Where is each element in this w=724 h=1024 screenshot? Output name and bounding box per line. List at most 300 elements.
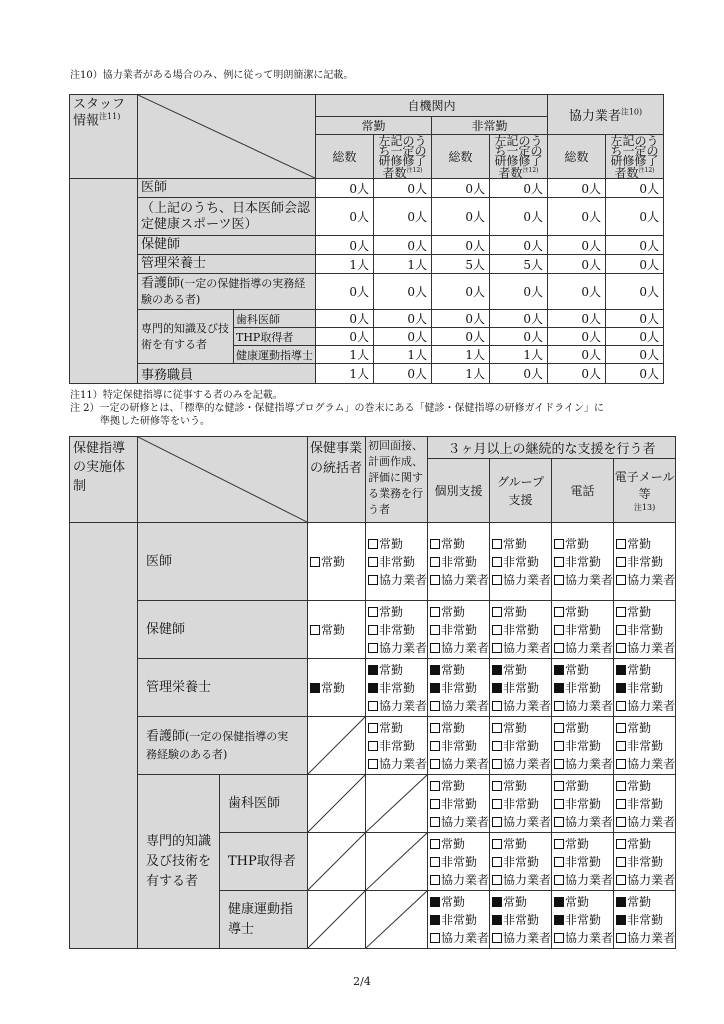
checkbox-option[interactable] <box>430 737 489 755</box>
checkbox-option[interactable] <box>492 871 551 889</box>
staff-count: 0人 <box>548 274 606 310</box>
staff-count: 0人 <box>490 179 548 198</box>
staff-count: 0人 <box>606 274 664 310</box>
checkbox-option[interactable] <box>492 929 551 947</box>
staff-count: 0人 <box>548 310 606 328</box>
checkbox-option[interactable] <box>554 603 613 621</box>
checkbox-option[interactable] <box>430 893 489 911</box>
checkbox-option[interactable] <box>492 679 551 697</box>
checkbox-icon[interactable] <box>368 741 378 751</box>
checkbox-label: 協力業者 <box>565 698 614 713</box>
role-name: 管理栄養士 <box>146 679 212 695</box>
checkbox-group <box>552 523 614 601</box>
checkbox-option[interactable] <box>554 571 613 589</box>
checkbox-icon[interactable] <box>368 643 378 653</box>
checkbox-icon[interactable] <box>492 607 502 617</box>
checkbox-option[interactable] <box>616 571 675 589</box>
checkbox-label: 常勤 <box>441 778 466 793</box>
note-11: 注11）特定保健指導に従事する者のみを記載。 <box>70 390 283 401</box>
email-label: 電子メール等 <box>614 469 675 501</box>
checkbox-option[interactable] <box>430 697 489 715</box>
checkbox-label: 非常勤 <box>441 738 478 753</box>
checkbox-group <box>366 523 428 601</box>
staff-row <box>70 198 664 236</box>
checkbox-icon[interactable] <box>430 817 440 827</box>
checkbox-group <box>366 717 428 775</box>
note-ref: 注12) <box>638 166 655 174</box>
checkbox-label: 協力業者 <box>627 698 676 713</box>
checkbox-icon[interactable] <box>554 759 564 769</box>
checkbox-option[interactable] <box>616 535 675 553</box>
checkbox-group <box>552 775 614 833</box>
checkbox-label: 非常勤 <box>441 854 478 869</box>
checkbox-option[interactable] <box>368 755 427 773</box>
staff-count: 0人 <box>606 179 664 198</box>
checkbox-icon[interactable] <box>554 875 564 885</box>
checkbox-icon[interactable] <box>554 625 564 635</box>
checkbox-icon[interactable] <box>616 759 626 769</box>
checkbox-option[interactable] <box>616 553 675 571</box>
checked-box-icon[interactable] <box>430 897 440 907</box>
checkbox-option[interactable] <box>554 639 613 657</box>
checkbox-icon[interactable] <box>554 557 564 567</box>
checkbox-option[interactable] <box>616 679 675 697</box>
checkbox-icon[interactable] <box>430 933 440 943</box>
checkbox-option[interactable] <box>616 603 675 621</box>
staff-count: 0人 <box>374 310 432 328</box>
own-org-header: 自機関内 <box>316 95 548 117</box>
checkbox-option[interactable] <box>368 697 427 715</box>
staff-count: 0人 <box>548 198 606 236</box>
checkbox-icon[interactable] <box>492 875 502 885</box>
checkbox-label: 常勤 <box>321 622 346 637</box>
expert-role-label: 歯科医師 <box>220 775 308 833</box>
checkbox-option[interactable] <box>492 719 551 737</box>
checkbox-icon[interactable] <box>616 839 626 849</box>
checkbox-option[interactable] <box>430 871 489 889</box>
checkbox-option[interactable] <box>554 697 613 715</box>
checkbox-option[interactable] <box>368 639 427 657</box>
checkbox-option[interactable] <box>554 929 613 947</box>
checkbox-label: 協力業者 <box>627 572 676 587</box>
staff-count: 0人 <box>606 364 664 384</box>
checkbox-option[interactable] <box>492 853 551 871</box>
checkbox-label: 常勤 <box>627 778 652 793</box>
checked-box-icon[interactable] <box>368 683 378 693</box>
checkbox-label: 協力業者 <box>503 698 552 713</box>
checkbox-icon[interactable] <box>616 701 626 711</box>
checkbox-icon[interactable] <box>368 557 378 567</box>
checkbox-label: 非常勤 <box>503 738 540 753</box>
group-header: グループ支援 <box>490 459 552 523</box>
staff-label: スタッフ情報 <box>73 97 126 129</box>
checkbox-group <box>614 601 676 659</box>
checkbox-label: 協力業者 <box>627 814 676 829</box>
staff-count: 0人 <box>316 236 374 255</box>
checkbox-label: 常勤 <box>565 536 590 551</box>
checkbox-option[interactable] <box>616 871 675 889</box>
checkbox-icon[interactable] <box>616 575 626 585</box>
checkbox-option[interactable] <box>616 835 675 853</box>
checkbox-icon[interactable] <box>616 817 626 827</box>
checkbox-option[interactable] <box>368 719 427 737</box>
system-row <box>70 659 676 717</box>
checkbox-icon[interactable] <box>554 781 564 791</box>
checkbox-group <box>490 891 552 949</box>
checked-box-icon[interactable] <box>554 915 564 925</box>
checkbox-label: 常勤 <box>441 662 466 677</box>
checkbox-option[interactable] <box>492 893 551 911</box>
checkbox-option[interactable] <box>492 813 551 831</box>
checkbox-label: 常勤 <box>565 604 590 619</box>
checkbox-option[interactable] <box>430 621 489 639</box>
checkbox-option[interactable] <box>554 911 613 929</box>
checkbox-option[interactable] <box>554 535 613 553</box>
checkbox-option[interactable] <box>430 553 489 571</box>
parttime-header: 非常勤 <box>432 117 548 135</box>
staff-count: 1人 <box>316 346 374 364</box>
checkbox-label: 常勤 <box>379 536 404 551</box>
checkbox-label: 非常勤 <box>503 680 540 695</box>
checkbox-option[interactable] <box>492 697 551 715</box>
checkbox-option[interactable] <box>430 835 489 853</box>
checked-box-icon[interactable] <box>310 683 320 693</box>
checkbox-icon[interactable] <box>554 539 564 549</box>
checkbox-option[interactable] <box>430 813 489 831</box>
system-row <box>70 601 676 659</box>
staff-table <box>69 94 664 384</box>
checkbox-icon[interactable] <box>616 607 626 617</box>
supervisor-header: 保健事業の統括者 <box>308 437 366 523</box>
checkbox-label: 常勤 <box>627 536 652 551</box>
staff-count: 0人 <box>490 328 548 346</box>
checkbox-icon[interactable] <box>554 741 564 751</box>
checkbox-option[interactable] <box>554 719 613 737</box>
checkbox-option[interactable] <box>368 679 427 697</box>
checkbox-icon[interactable] <box>616 625 626 635</box>
checkbox-option[interactable] <box>554 893 613 911</box>
checkbox-icon[interactable] <box>430 781 440 791</box>
staff-count: 0人 <box>432 310 490 328</box>
checkbox-option[interactable] <box>616 911 675 929</box>
checkbox-group <box>614 523 676 601</box>
checked-box-icon[interactable] <box>616 665 626 675</box>
staff-count: 0人 <box>432 198 490 236</box>
checked-box-icon[interactable] <box>430 683 440 693</box>
role-name: 保健師 <box>146 621 186 637</box>
checked-box-icon[interactable] <box>554 665 564 675</box>
checkbox-icon[interactable] <box>616 781 626 791</box>
checkbox-icon[interactable] <box>430 557 440 567</box>
checked-box-icon[interactable] <box>616 683 626 693</box>
checkbox-group <box>614 833 676 891</box>
checkbox-option[interactable] <box>554 835 613 853</box>
continuous-header: ３ヶ月以上の継続的な支援を行う者 <box>428 437 676 459</box>
checkbox-label: 協力業者 <box>565 572 614 587</box>
checked-box-icon[interactable] <box>492 915 502 925</box>
staff-count: 0人 <box>606 346 664 364</box>
checkbox-option[interactable] <box>430 661 489 679</box>
staff-count: 0人 <box>548 255 606 274</box>
checkbox-icon[interactable] <box>430 875 440 885</box>
checkbox-option[interactable] <box>554 737 613 755</box>
checkbox-icon[interactable] <box>430 839 440 849</box>
checkbox-icon[interactable] <box>430 741 440 751</box>
checkbox-icon[interactable] <box>430 643 440 653</box>
checkbox-label: 非常勤 <box>565 912 602 927</box>
checkbox-icon[interactable] <box>492 933 502 943</box>
checkbox-icon[interactable] <box>554 933 564 943</box>
staff-count: 0人 <box>606 236 664 255</box>
checkbox-option[interactable] <box>554 553 613 571</box>
checkbox-option[interactable] <box>492 535 551 553</box>
diagonal-line <box>366 775 427 832</box>
checkbox-icon[interactable] <box>430 723 440 733</box>
checked-box-icon[interactable] <box>430 665 440 675</box>
checkbox-icon[interactable] <box>554 643 564 653</box>
checkbox-option[interactable] <box>554 661 613 679</box>
expert-group-label: 専門的知識及び技術を有する者 <box>138 775 220 949</box>
checkbox-label: 協力業者 <box>503 640 552 655</box>
checkbox-icon[interactable] <box>430 799 440 809</box>
individual-header: 個別支援 <box>428 459 490 523</box>
checkbox-icon[interactable] <box>616 857 626 867</box>
checkbox-group <box>614 717 676 775</box>
expert-role-label: 歯科医師 <box>234 310 316 328</box>
checkbox-icon[interactable] <box>368 723 378 733</box>
checkbox-option[interactable] <box>616 737 675 755</box>
partner-header <box>548 95 664 135</box>
checkbox-option[interactable] <box>616 719 675 737</box>
checkbox-option[interactable] <box>616 639 675 657</box>
checkbox-label: 協力業者 <box>441 814 490 829</box>
checkbox-option[interactable] <box>368 621 427 639</box>
checked-box-icon[interactable] <box>430 915 440 925</box>
checkbox-icon[interactable] <box>368 575 378 585</box>
total-header: 総数 <box>432 135 490 179</box>
checkbox-icon[interactable] <box>554 607 564 617</box>
checkbox-icon[interactable] <box>430 857 440 867</box>
checkbox-option[interactable] <box>554 777 613 795</box>
checkbox-option[interactable] <box>430 911 489 929</box>
checkbox-option[interactable] <box>368 661 427 679</box>
checkbox-label: 協力業者 <box>441 572 490 587</box>
checkbox-icon[interactable] <box>430 539 440 549</box>
checkbox-option[interactable] <box>616 813 675 831</box>
checked-box-icon[interactable] <box>368 665 378 675</box>
checked-box-icon[interactable] <box>616 897 626 907</box>
checkbox-option[interactable] <box>430 777 489 795</box>
checkbox-label: 協力業者 <box>627 872 676 887</box>
checkbox-option[interactable] <box>492 553 551 571</box>
checkbox-option[interactable] <box>492 737 551 755</box>
checkbox-group <box>428 775 490 833</box>
checkbox-icon[interactable] <box>554 701 564 711</box>
checkbox-icon[interactable] <box>616 875 626 885</box>
checkbox-icon[interactable] <box>492 839 502 849</box>
role-name: 看護師 <box>141 275 181 291</box>
checked-box-icon[interactable] <box>492 897 502 907</box>
checkbox-option[interactable] <box>554 621 613 639</box>
checkbox-option[interactable] <box>368 737 427 755</box>
checkbox-option[interactable] <box>554 755 613 773</box>
checkbox-label: 非常勤 <box>503 622 540 637</box>
checkbox-option[interactable] <box>554 679 613 697</box>
checkbox-option[interactable] <box>616 853 675 871</box>
checkbox-icon[interactable] <box>368 759 378 769</box>
supervisor-cell[interactable] <box>308 523 366 601</box>
checkbox-option[interactable] <box>554 853 613 871</box>
checkbox-option[interactable] <box>554 795 613 813</box>
checkbox-option[interactable] <box>492 603 551 621</box>
checkbox-option[interactable] <box>492 755 551 773</box>
checkbox-icon[interactable] <box>368 701 378 711</box>
checkbox-option[interactable] <box>368 553 427 571</box>
checkbox-option[interactable] <box>430 853 489 871</box>
checkbox-label: 常勤 <box>503 662 528 677</box>
checkbox-icon[interactable] <box>492 857 502 867</box>
checkbox-icon[interactable] <box>492 723 502 733</box>
checkbox-icon[interactable] <box>616 557 626 567</box>
checkbox-option[interactable] <box>430 679 489 697</box>
diagonal-line <box>308 833 365 890</box>
checkbox-icon[interactable] <box>492 643 502 653</box>
supervisor-cell[interactable] <box>308 601 366 659</box>
checkbox-icon[interactable] <box>616 723 626 733</box>
checkbox-label: 非常勤 <box>503 854 540 869</box>
checkbox-option[interactable] <box>430 535 489 553</box>
checkbox-option[interactable] <box>430 639 489 657</box>
checkbox-option[interactable] <box>616 795 675 813</box>
checkbox-group <box>428 659 490 717</box>
checkbox-group <box>552 891 614 949</box>
checkbox-option[interactable] <box>492 911 551 929</box>
checkbox-option[interactable] <box>616 777 675 795</box>
checkbox-icon[interactable] <box>492 817 502 827</box>
checkbox-icon[interactable] <box>616 539 626 549</box>
note-ref: 注12) <box>522 166 539 174</box>
checkbox-label: 協力業者 <box>565 640 614 655</box>
checkbox-option[interactable] <box>368 603 427 621</box>
checkbox-option[interactable] <box>616 661 675 679</box>
checkbox-icon[interactable] <box>430 575 440 585</box>
checkbox-option[interactable] <box>492 835 551 853</box>
trained-header <box>606 135 664 179</box>
note-12-cont: 準拠した研修等をいう。 <box>70 416 210 427</box>
checkbox-option[interactable] <box>368 535 427 553</box>
checkbox-icon[interactable] <box>430 625 440 635</box>
system-role-label <box>138 523 308 601</box>
checkbox-icon[interactable] <box>554 575 564 585</box>
checkbox-icon[interactable] <box>616 741 626 751</box>
checked-box-icon[interactable] <box>492 683 502 693</box>
checkbox-icon[interactable] <box>492 575 502 585</box>
checkbox-icon[interactable] <box>554 723 564 733</box>
checkbox-icon[interactable] <box>430 701 440 711</box>
checkbox-icon[interactable] <box>492 625 502 635</box>
staff-count: 0人 <box>606 198 664 236</box>
checkbox-label: 常勤 <box>441 536 466 551</box>
staff-count: 1人 <box>432 346 490 364</box>
checkbox-option[interactable] <box>368 571 427 589</box>
total-header: 総数 <box>316 135 374 179</box>
checkbox-option[interactable] <box>430 929 489 947</box>
checkbox-icon[interactable] <box>492 781 502 791</box>
checkbox-group <box>552 601 614 659</box>
checkbox-label: 常勤 <box>565 894 590 909</box>
checkbox-option[interactable] <box>616 929 675 947</box>
checked-box-icon[interactable] <box>554 683 564 693</box>
staff-count: 0人 <box>548 364 606 384</box>
checkbox-option[interactable] <box>492 571 551 589</box>
checkbox-option[interactable] <box>616 621 675 639</box>
checkbox-icon[interactable] <box>430 759 440 769</box>
checked-box-icon[interactable] <box>554 897 564 907</box>
checked-box-icon[interactable] <box>616 915 626 925</box>
checkbox-icon[interactable] <box>492 799 502 809</box>
checkbox-icon[interactable] <box>310 557 320 567</box>
checkbox-option[interactable] <box>616 755 675 773</box>
checkbox-option[interactable] <box>492 795 551 813</box>
checkbox-option[interactable] <box>430 571 489 589</box>
note-ref: 注13) <box>633 502 656 512</box>
staff-count: 0人 <box>490 236 548 255</box>
checkbox-group <box>428 833 490 891</box>
checkbox-icon[interactable] <box>492 701 502 711</box>
checkbox-icon[interactable] <box>492 539 502 549</box>
checkbox-option[interactable] <box>492 621 551 639</box>
expert-role-label: 健康運動指導士 <box>220 891 308 949</box>
checkbox-option[interactable] <box>554 871 613 889</box>
checkbox-label: 非常勤 <box>565 680 602 695</box>
checkbox-icon[interactable] <box>492 759 502 769</box>
not-applicable-cell <box>308 833 366 891</box>
checkbox-option[interactable] <box>554 813 613 831</box>
checkbox-icon[interactable] <box>616 933 626 943</box>
checkbox-label: 常勤 <box>441 604 466 619</box>
supervisor-cell[interactable] <box>308 659 366 717</box>
checkbox-icon[interactable] <box>368 625 378 635</box>
checkbox-label: 常勤 <box>565 662 590 677</box>
checkbox-icon[interactable] <box>554 799 564 809</box>
checkbox-icon[interactable] <box>554 857 564 867</box>
checkbox-icon[interactable] <box>554 839 564 849</box>
checkbox-label: 常勤 <box>441 720 466 735</box>
checkbox-label: 協力業者 <box>503 872 552 887</box>
checkbox-option[interactable] <box>492 777 551 795</box>
checkbox-option[interactable] <box>492 639 551 657</box>
checkbox-option[interactable] <box>430 755 489 773</box>
checkbox-icon[interactable] <box>368 607 378 617</box>
checkbox-icon[interactable] <box>430 607 440 617</box>
staff-count: 0人 <box>374 236 432 255</box>
checkbox-icon[interactable] <box>554 817 564 827</box>
checkbox-option[interactable] <box>430 603 489 621</box>
checkbox-option[interactable] <box>430 795 489 813</box>
checkbox-icon[interactable] <box>616 643 626 653</box>
staff-count: 0人 <box>490 364 548 384</box>
checkbox-option[interactable] <box>616 697 675 715</box>
checkbox-icon[interactable] <box>368 539 378 549</box>
checked-box-icon[interactable] <box>492 665 502 675</box>
checkbox-icon[interactable] <box>492 741 502 751</box>
checkbox-icon[interactable] <box>616 799 626 809</box>
checkbox-option[interactable] <box>430 719 489 737</box>
checkbox-option[interactable] <box>492 661 551 679</box>
checkbox-icon[interactable] <box>310 625 320 635</box>
checkbox-icon[interactable] <box>492 557 502 567</box>
checkbox-option[interactable] <box>616 893 675 911</box>
